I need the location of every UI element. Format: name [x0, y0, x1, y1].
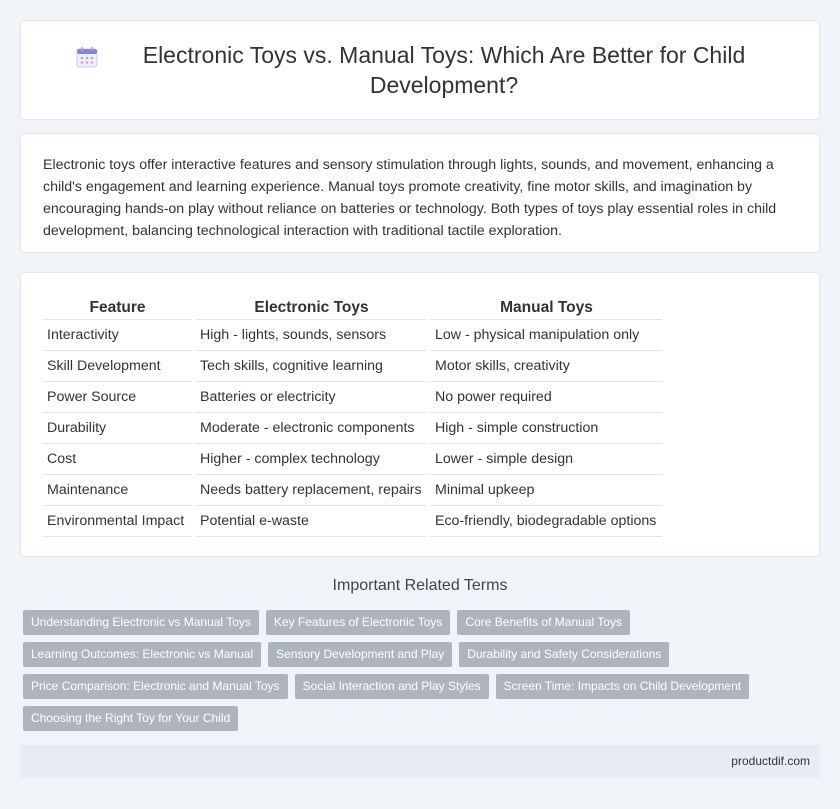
- table-row: [43, 351, 662, 382]
- header-manual: Manual Toys: [431, 295, 662, 320]
- table-row: [43, 475, 662, 506]
- cell-feature: Interactivity: [43, 320, 192, 351]
- table-row: [43, 444, 662, 475]
- related-tag[interactable]: Learning Outcomes: Electronic vs Manual: [23, 642, 261, 667]
- related-tag[interactable]: Social Interaction and Play Styles: [295, 674, 489, 699]
- related-tag[interactable]: Screen Time: Impacts on Child Development: [496, 674, 749, 699]
- footer: [20, 745, 820, 778]
- cell-electronic: Potential e-waste: [196, 506, 427, 537]
- cell-manual: Minimal upkeep: [431, 475, 662, 506]
- footer-site-link[interactable]: productdif.com: [731, 754, 810, 768]
- cell-electronic: Batteries or electricity: [196, 382, 427, 413]
- table-row: [43, 320, 662, 351]
- cell-manual: Lower - simple design: [431, 444, 662, 475]
- intro-paragraph: Electronic toys offer interactive features and sensory stimulation through lights, sounds, and movement, enhancing a child's engagement and learning experience. Manual toys promote creativity, fine motor skills, and imagination by encouraging hands-on play without reliance on batteries or technology. Both types of toys play essential roles in child development, balancing technological interaction with traditional tactile exploration.: [43, 157, 777, 239]
- related-tag[interactable]: Key Features of Electronic Toys: [266, 610, 451, 635]
- related-tag[interactable]: Core Benefits of Manual Toys: [457, 610, 630, 635]
- cell-electronic: Tech skills, cognitive learning: [196, 351, 427, 382]
- related-tag[interactable]: Durability and Safety Considerations: [459, 642, 669, 667]
- comparison-card: [20, 272, 820, 557]
- page-title: Electronic Toys vs. Manual Toys: Which Are Better for Child Development?: [142, 42, 746, 98]
- related-tags: [23, 610, 803, 738]
- table-row: [43, 382, 662, 413]
- table-header-row: [43, 295, 662, 320]
- related-tag[interactable]: Choosing the Right Toy for Your Child: [23, 706, 238, 731]
- related-tag[interactable]: Understanding Electronic vs Manual Toys: [23, 610, 259, 635]
- table-row: [43, 506, 662, 537]
- cell-feature: Power Source: [43, 382, 192, 413]
- header-card: [20, 20, 820, 120]
- related-tag[interactable]: Price Comparison: Electronic and Manual Toys: [23, 674, 288, 699]
- header-electronic: Electronic Toys: [196, 295, 427, 320]
- cell-feature: Skill Development: [43, 351, 192, 382]
- cell-feature: Durability: [43, 413, 192, 444]
- cell-manual: Low - physical manipulation only: [431, 320, 662, 351]
- cell-manual: Eco-friendly, biodegradable options: [431, 506, 662, 537]
- cell-electronic: Higher - complex technology: [196, 444, 427, 475]
- cell-electronic: Needs battery replacement, repairs: [196, 475, 427, 506]
- related-tag[interactable]: Sensory Development and Play: [268, 642, 452, 667]
- cell-manual: High - simple construction: [431, 413, 662, 444]
- cell-electronic: Moderate - electronic components: [196, 413, 427, 444]
- cell-electronic: High - lights, sounds, sensors: [196, 320, 427, 351]
- cell-feature: Cost: [43, 444, 192, 475]
- cell-feature: Environmental Impact: [43, 506, 192, 537]
- table-row: [43, 413, 662, 444]
- comparison-table: [39, 295, 666, 537]
- cell-feature: Maintenance: [43, 475, 192, 506]
- intro-card: [20, 133, 820, 253]
- cell-manual: No power required: [431, 382, 662, 413]
- calendar-icon: [76, 46, 98, 68]
- cell-manual: Motor skills, creativity: [431, 351, 662, 382]
- header-feature: Feature: [43, 295, 192, 320]
- related-terms-title: Important Related Terms: [332, 577, 508, 594]
- header-inner: [60, 40, 780, 100]
